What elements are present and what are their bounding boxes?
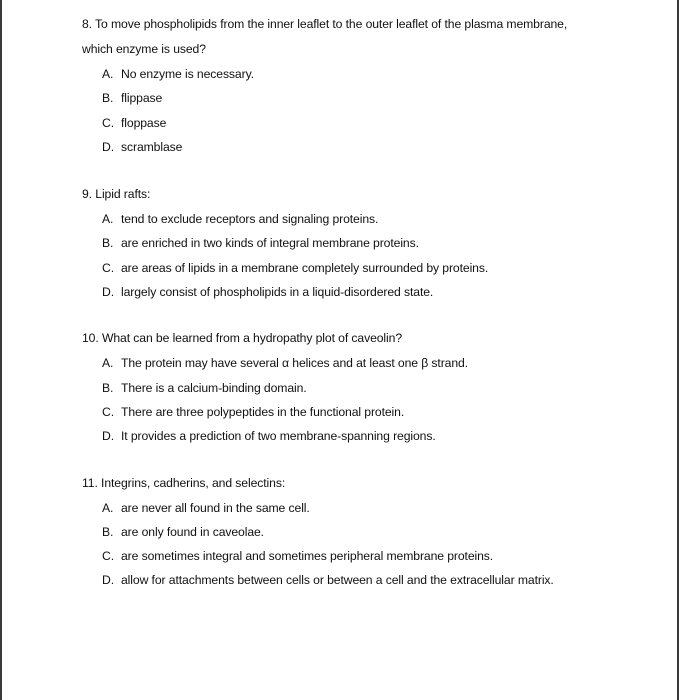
option-c[interactable] xyxy=(82,544,662,568)
question-10-options xyxy=(82,351,662,448)
option-text: are sometimes integral and sometimes peripheral membrane proteins. xyxy=(121,549,494,564)
question-9 xyxy=(82,182,662,304)
option-c[interactable] xyxy=(82,111,662,135)
option-text: There is a calcium-binding domain. xyxy=(121,380,307,395)
option-letter: D. xyxy=(102,429,114,444)
option-a[interactable] xyxy=(82,496,662,520)
option-b[interactable] xyxy=(82,520,662,544)
option-text: scramblase xyxy=(121,139,183,154)
option-text: largely consist of phospholipids in a liquid-disordered state. xyxy=(121,285,434,300)
question-8-options xyxy=(82,62,662,159)
option-text: are never all found in the same cell. xyxy=(121,500,310,515)
question-document xyxy=(82,12,662,593)
spacer xyxy=(82,159,662,182)
question-10 xyxy=(82,326,662,448)
option-letter: B. xyxy=(102,236,114,251)
option-b[interactable] xyxy=(82,86,662,110)
option-text: are areas of lipids in a membrane completely surrounded by proteins. xyxy=(121,260,489,275)
option-text: are only found in caveolae. xyxy=(121,524,264,539)
option-a[interactable] xyxy=(82,62,662,86)
spacer xyxy=(82,304,662,326)
question-11-options xyxy=(82,496,662,593)
question-number: 10. xyxy=(82,331,99,346)
option-letter: A. xyxy=(102,67,114,81)
question-10-prompt xyxy=(82,326,662,351)
option-a[interactable] xyxy=(82,351,662,375)
option-a[interactable] xyxy=(82,207,662,231)
option-d[interactable] xyxy=(82,424,662,448)
option-text: allow for attachments between cells or between a cell and the extracellular matrix. xyxy=(121,573,554,588)
option-text: There are three polypeptides in the functional protein. xyxy=(121,404,405,419)
option-letter: A. xyxy=(102,356,114,371)
option-letter: D. xyxy=(102,139,114,154)
question-number: 11. xyxy=(82,475,98,490)
question-text: What can be learned from a hydropathy plot of caveolin? xyxy=(101,331,402,346)
option-b[interactable] xyxy=(82,231,662,255)
option-c[interactable] xyxy=(82,400,662,424)
spacer xyxy=(82,449,662,471)
page-border-left xyxy=(0,0,2,700)
option-letter: B. xyxy=(102,91,114,106)
option-c[interactable] xyxy=(82,256,662,280)
option-letter: C. xyxy=(102,260,114,275)
question-8-prompt-continued: which enzyme is used? xyxy=(82,42,206,56)
option-letter: B. xyxy=(102,380,114,395)
question-text: To move phospholipids from the inner leaflet to the outer leaflet of the plasma membrane, xyxy=(95,17,568,31)
question-number: 8. xyxy=(82,17,92,31)
question-9-prompt xyxy=(82,182,662,207)
option-text: The protein may have several α helices and at least one β strand. xyxy=(121,356,468,371)
question-8-prompt xyxy=(82,12,662,37)
option-letter: B. xyxy=(102,524,114,539)
option-b[interactable] xyxy=(82,376,662,400)
question-9-options xyxy=(82,207,662,304)
option-d[interactable] xyxy=(82,280,662,304)
option-letter: C. xyxy=(102,549,114,564)
option-text: tend to exclude receptors and signaling proteins. xyxy=(121,212,379,227)
option-letter: C. xyxy=(102,404,114,419)
question-number: 9. xyxy=(82,187,92,202)
question-11 xyxy=(82,471,662,593)
question-11-prompt xyxy=(82,471,662,496)
question-text: Integrins, cadherins, and selectins: xyxy=(101,475,286,490)
question-8 xyxy=(82,12,662,159)
option-d[interactable] xyxy=(82,568,662,592)
option-letter: C. xyxy=(102,115,114,130)
option-text: floppase xyxy=(121,115,167,130)
option-text: No enzyme is necessary. xyxy=(121,67,254,81)
question-text: Lipid rafts: xyxy=(95,187,151,202)
option-d[interactable] xyxy=(82,135,662,159)
option-text: It provides a prediction of two membrane-spanning regions. xyxy=(121,429,436,444)
option-letter: D. xyxy=(102,573,114,588)
option-text: flippase xyxy=(121,91,163,106)
option-letter: D. xyxy=(102,285,114,300)
option-letter: A. xyxy=(102,212,114,227)
option-text: are enriched in two kinds of integral membrane proteins. xyxy=(121,236,419,251)
option-letter: A. xyxy=(102,500,114,515)
